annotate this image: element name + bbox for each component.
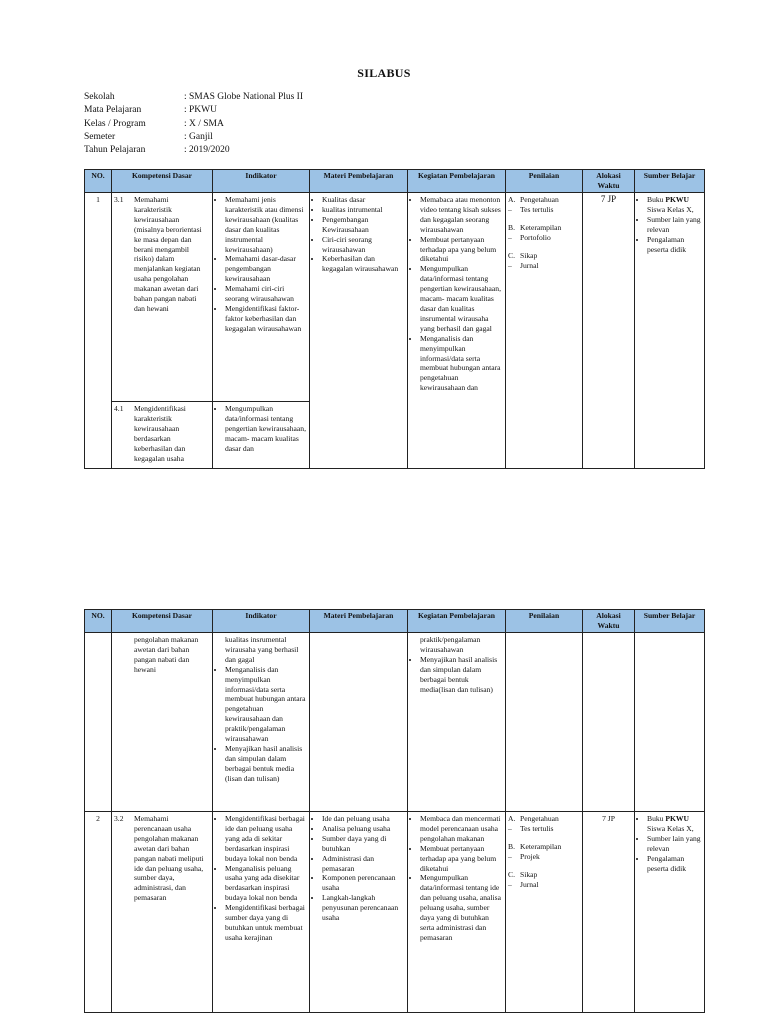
- sumber-cell: [635, 633, 705, 812]
- list-item: • Menyajikan hasil analisis dan simpulan dalam berbagai bentuk media(lisan dan tulisan): [420, 655, 503, 695]
- list-item: • Memabaca atau menonton video tentang kisah sukses dan kegagalan seorang wirausahawan: [420, 195, 503, 235]
- indikator-cell: [213, 193, 310, 402]
- info-row: [84, 131, 303, 144]
- syllabus-table-2: [84, 609, 705, 1013]
- list-item: • Mengumpulkan data/informasi tentang ide dan peluang usaha, analisa peluang usaha, sumber daya yang di butuhkan serta administrasi dan pemasaran: [420, 873, 503, 942]
- info-value: : 2019/2020: [184, 145, 230, 156]
- syllabus-table-1: [84, 169, 705, 469]
- penilaian-marker: C.: [508, 869, 515, 879]
- penilaian-method: Tes tertulis: [520, 204, 554, 214]
- list-item: • Pengalaman peserta didik: [647, 235, 702, 255]
- indikator-cell: [213, 402, 310, 469]
- list-item: • Menyajikan hasil analisis dan simpulan dalam berbagai bentuk media (lisan dan tulisan): [225, 744, 307, 784]
- indikator-cell: [213, 633, 310, 812]
- sumber-cell: [635, 812, 705, 1013]
- penilaian-label: Sikap: [520, 869, 538, 879]
- col-header-sumber: Sumber Belajar: [635, 610, 705, 633]
- penilaian-method: Tes tertulis: [520, 823, 554, 833]
- list-item: • Ide dan peluang usaha: [322, 814, 405, 824]
- kd-text: Memahami karakteristik kewirausahaan (misalnya berorientasi ke masa depan dan berani mengambil risiko) dalam menjalankan kegiatan usaha pengolahan makanan awetan dari bahan pangan nabati dan hewani: [134, 195, 202, 313]
- list-item: • Memahami ciri-ciri seorang wirausahawan: [225, 284, 307, 304]
- table-row: [85, 633, 705, 812]
- col-header-kegiatan: Kegiatan Pembelajaran: [408, 610, 506, 633]
- penilaian-method: Jurnal: [520, 879, 539, 889]
- info-label: Tahun Pelajaran: [84, 145, 146, 156]
- list-item: • Kualitas dasar: [322, 195, 405, 205]
- penilaian-cell: [506, 193, 583, 469]
- list-item: • Ciri-ciri seorang wirausahawan: [322, 235, 405, 255]
- penilaian-dash: –: [508, 879, 512, 889]
- kd-cell: [112, 812, 213, 1013]
- list-item: • Komponen perencanaan usaha: [322, 873, 405, 893]
- col-header-indikator: Indikator: [213, 170, 310, 193]
- kegiatan-cell: [408, 633, 506, 812]
- penilaian-method: Projek: [520, 851, 540, 861]
- info-row: [84, 104, 303, 117]
- col-header-penilaian: Penilaian: [506, 170, 583, 193]
- row-number: 2: [85, 812, 112, 1013]
- penilaian-marker: B.: [508, 222, 515, 232]
- col-header-penilaian: Penilaian: [506, 610, 583, 633]
- kd-cell: [112, 402, 213, 469]
- col-header-sumber: Sumber Belajar: [635, 170, 705, 193]
- col-header-no: NO.: [85, 610, 112, 633]
- table-row: [85, 812, 705, 1013]
- info-label: Semeter: [84, 131, 116, 142]
- penilaian-marker: B.: [508, 841, 515, 851]
- penilaian-dash: –: [508, 851, 512, 861]
- alokasi-cell: 7 JP: [583, 812, 635, 1013]
- list-item: • Membuat pertanyaan terhadap apa yang belum diketahui: [420, 844, 503, 874]
- penilaian-method: Jurnal: [520, 260, 539, 270]
- penilaian-cell: [506, 812, 583, 1013]
- kd-number: 3.2: [114, 814, 124, 823]
- materi-cell: [310, 193, 408, 469]
- info-label: Mata Pelajaran: [84, 105, 142, 116]
- list-item: • Mengumpulkan data/informasi tentang pengertian kewirausahaan, macam- macam kualitas dasar dan: [225, 404, 307, 454]
- kegiatan-cell: [408, 812, 506, 1013]
- kd-number: 4.1: [114, 404, 124, 413]
- alokasi-cell: 7 JP: [583, 193, 635, 469]
- penilaian-dash: –: [508, 823, 512, 833]
- col-header-alokasi: Alokasi Waktu: [583, 170, 635, 193]
- list-item: • Keberhasilan dan kegagalan wirausahawan: [322, 254, 405, 274]
- table-row: [85, 193, 705, 402]
- info-row: [84, 91, 303, 104]
- col-header-kompetensi: Kompetensi Dasar: [112, 170, 213, 193]
- list-item: • Sumber lain yang relevan: [647, 834, 702, 854]
- list-item: • Analisa peluang usaha: [322, 824, 405, 834]
- header-row: [85, 170, 705, 193]
- list-item: • Membaca dan mencermati model perencanaan usaha pengolahan makanan: [420, 814, 503, 844]
- kd-cell: [112, 633, 213, 812]
- list-item: • Memahami jenis karakteristik atau dimensi kewirausahaan (kualitas dasar dan kualitas instrumental kewirausahaan): [225, 195, 307, 254]
- list-item: • Sumber daya yang di butuhkan: [322, 834, 405, 854]
- penilaian-label: Pengetahuan: [520, 195, 559, 204]
- list-item: • Sumber lain yang relevan: [647, 215, 702, 235]
- penilaian-dash: –: [508, 260, 512, 270]
- penilaian-marker: A.: [508, 195, 516, 204]
- penilaian-label: Pengetahuan: [520, 814, 559, 823]
- penilaian-dash: –: [508, 204, 512, 214]
- penilaian-label: Keterampilan: [520, 222, 562, 232]
- list-item: • kualitas intrumental: [322, 205, 405, 215]
- list-item: • Memahami dasar-dasar pengembangan kewirausahaan: [225, 254, 307, 284]
- row-number: [85, 633, 112, 812]
- list-item: • Mengidentifikasi faktor-faktor keberhasilan dan kegagalan wirausahawan: [225, 304, 307, 334]
- col-header-no: NO.: [85, 170, 112, 193]
- col-header-materi: Materi Pembelajaran: [310, 170, 408, 193]
- header-row: [85, 610, 705, 633]
- kd-cell: [112, 193, 213, 402]
- kd-text: Memahami perencanaan usaha pengolahan makanan awetan dari bahan pangan nabati meliputi ide dan peluang usaha, sumber daya, administrasi, dan pemasaran: [134, 814, 204, 903]
- info-block: [84, 91, 303, 157]
- indikator-cell: [213, 812, 310, 1013]
- kd-number: 3.1: [114, 195, 124, 204]
- penilaian-cell: [506, 633, 583, 812]
- col-header-kompetensi: Kompetensi Dasar: [112, 610, 213, 633]
- list-item: • Mengumpulkan data/informasi tentang pengertian kewirausahaan, macam- macam kualitas dasar dan kualitas insrumental wirausaha yang berhasil dan gagal: [420, 264, 503, 333]
- kegiatan-continued: praktik/pengalaman wirausahawan: [420, 635, 481, 654]
- list-item: • Pengalaman peserta didik: [647, 854, 702, 874]
- penilaian-method: Portofolio: [520, 232, 551, 242]
- list-item: • Menganalisis dan menyimpulkan informasi/data serta membuat hubungan antara pengetahuan kewirausahaan dan praktik/pengalaman wirausahawan: [225, 665, 307, 744]
- alokasi-cell: [583, 633, 635, 812]
- list-item: • Mengidentifikasi berbagai sumber daya yang di butuhkan untuk membuat usaha kerajinan: [225, 903, 307, 943]
- list-item: • Administrasi dan pemasaran: [322, 854, 405, 874]
- penilaian-marker: C.: [508, 250, 515, 260]
- kd-text: Mengidentifikasi karakteristik kewirausahaan berdasarkan keberhasilan dan kegagalan usaha: [134, 404, 186, 463]
- penilaian-dash: –: [508, 232, 512, 242]
- info-row: [84, 144, 303, 157]
- col-header-kegiatan: Kegiatan Pembelajaran: [408, 170, 506, 193]
- info-value: : Ganjil: [184, 131, 213, 142]
- info-value: : X / SMA: [184, 118, 224, 129]
- row-number: 1: [85, 193, 112, 469]
- list-item: • Mengidentifikasi berbagai ide dan peluang usaha yang ada di sekitar berdasarkan inspirasi budaya lokal non benda: [225, 814, 307, 864]
- materi-cell: [310, 812, 408, 1013]
- document-title: SILABUS: [357, 66, 411, 80]
- penilaian-marker: A.: [508, 814, 516, 823]
- list-item: • Pengembangan Kewirausahaan: [322, 215, 405, 235]
- sumber-cell: [635, 193, 705, 469]
- list-item: • Buku PKWU Siswa Kelas X,: [647, 814, 702, 834]
- list-item: • Membuat pertanyaan terhadap apa yang belum diketahui: [420, 235, 503, 265]
- info-label: Sekolah: [84, 92, 115, 102]
- info-row: [84, 118, 303, 131]
- list-item: • Langkah-langkah penyusunan perencanaan usaha: [322, 893, 405, 923]
- kd-text: pengolahan makanan awetan dari bahan pangan nabati dan hewani: [134, 635, 199, 674]
- list-item: • Menganalisis dan menyimpulkan informasi/data serta membuat hubungan antara pengetahuan kewirausahaan dan: [420, 334, 503, 393]
- kegiatan-cell: [408, 193, 506, 469]
- col-header-indikator: Indikator: [213, 610, 310, 633]
- penilaian-label: Sikap: [520, 250, 538, 260]
- info-label: Kelas / Program: [84, 118, 146, 129]
- materi-cell: [310, 633, 408, 812]
- col-header-materi: Materi Pembelajaran: [310, 610, 408, 633]
- col-header-alokasi: Alokasi Waktu: [583, 610, 635, 633]
- info-value: : PKWU: [184, 105, 217, 116]
- penilaian-label: Keterampilan: [520, 841, 562, 851]
- list-item: • Buku PKWU Siswa Kelas X,: [647, 195, 702, 215]
- indikator-continued: kualitas insrumental wirausaha yang berhasil dan gagal: [225, 635, 299, 664]
- info-value: : SMAS Globe National Plus II: [184, 92, 304, 102]
- list-item: • Menganalisis peluang usaha yang ada disekitar berdasarkan inspirasi budaya lokal non benda: [225, 864, 307, 904]
